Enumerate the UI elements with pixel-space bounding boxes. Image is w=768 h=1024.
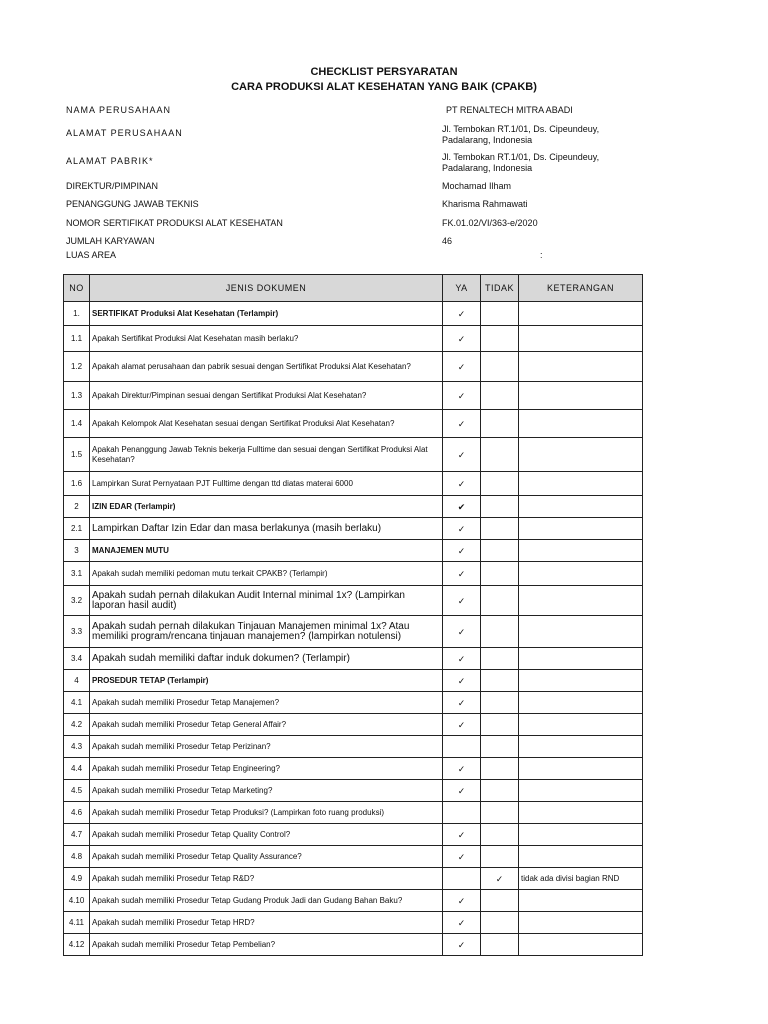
row-tidak-check <box>481 616 519 648</box>
row-tidak-check <box>481 824 519 846</box>
row-tidak-check <box>481 758 519 780</box>
row-number: 4.4 <box>64 758 90 780</box>
row-tidak-check <box>481 648 519 670</box>
row-ya-check: ✓ <box>443 824 481 846</box>
table-row <box>64 846 643 868</box>
row-document: Apakah sudah memiliki Prosedur Tetap R&D? <box>90 868 443 890</box>
row-keterangan <box>519 616 643 648</box>
row-document: Apakah sudah memiliki Prosedur Tetap Engineering? <box>90 758 443 780</box>
row-ya-check: ✓ <box>443 780 481 802</box>
row-tidak-check <box>481 518 519 540</box>
row-keterangan <box>519 912 643 934</box>
table-row <box>64 410 643 438</box>
row-ya-check: ✓ <box>443 472 481 496</box>
table-row <box>64 670 643 692</box>
row-ya-check: ✓ <box>443 934 481 956</box>
row-tidak-check: ✓ <box>481 868 519 890</box>
company-address-label: ALAMAT PERUSAHAAN <box>66 128 183 138</box>
row-tidak-check <box>481 714 519 736</box>
row-tidak-check <box>481 736 519 758</box>
row-keterangan <box>519 382 643 410</box>
table-row <box>64 648 643 670</box>
row-number: 4.11 <box>64 912 90 934</box>
row-document: Apakah Direktur/Pimpinan sesuai dengan Sertifikat Produksi Alat Kesehatan? <box>90 382 443 410</box>
area-label: LUAS AREA <box>66 250 117 260</box>
row-document: SERTIFIKAT Produksi Alat Kesehatan (Terlampir) <box>90 302 443 326</box>
factory-address-value: Jl. Tembokan RT.1/01, Ds. Cipeundeuy, Padalarang, Indonesia <box>442 152 600 173</box>
row-keterangan <box>519 496 643 518</box>
row-number: 3.4 <box>64 648 90 670</box>
certificate-number-label: NOMOR SERTIFIKAT PRODUKSI ALAT KESEHATAN <box>66 218 283 228</box>
company-address-value: Jl. Tembokan RT.1/01, Ds. Cipeundeuy, Padalarang, Indonesia <box>442 124 600 145</box>
row-document: Apakah sudah memiliki Prosedur Tetap Marketing? <box>90 780 443 802</box>
row-keterangan <box>519 692 643 714</box>
table-row <box>64 824 643 846</box>
row-keterangan <box>519 410 643 438</box>
table-row <box>64 692 643 714</box>
header-document: JENIS DOKUMEN <box>90 275 443 302</box>
row-tidak-check <box>481 540 519 562</box>
row-number: 1. <box>64 302 90 326</box>
header-tidak: TIDAK <box>481 275 519 302</box>
row-number: 4.12 <box>64 934 90 956</box>
row-number: 2 <box>64 496 90 518</box>
row-ya-check: ✓ <box>443 382 481 410</box>
row-ya-check: ✓ <box>443 670 481 692</box>
row-ya-check: ✓ <box>443 352 481 382</box>
row-tidak-check <box>481 410 519 438</box>
employee-count-value: 46 <box>442 236 453 246</box>
row-document: Apakah sudah pernah dilakukan Audit Internal minimal 1x? (Lampirkan laporan hasil audit) <box>90 586 443 616</box>
row-keterangan <box>519 326 643 352</box>
table-row <box>64 496 643 518</box>
row-tidak-check <box>481 780 519 802</box>
row-document: Apakah Sertifikat Produksi Alat Kesehatan masih berlaku? <box>90 326 443 352</box>
row-number: 1.5 <box>64 438 90 472</box>
row-ya-check: ✓ <box>443 714 481 736</box>
table-row <box>64 890 643 912</box>
technical-person-value: Kharisma Rahmawati <box>442 199 528 209</box>
factory-address-label: ALAMAT PABRIK* <box>66 156 154 166</box>
row-document: Apakah Penanggung Jawab Teknis bekerja Fulltime dan sesuai dengan Sertifikat Produksi Alat Kesehatan? <box>90 438 443 472</box>
header-keterangan: KETERANGAN <box>519 275 643 302</box>
row-document: Apakah sudah memiliki pedoman mutu terkait CPAKB? (Terlampir) <box>90 562 443 586</box>
row-keterangan <box>519 802 643 824</box>
row-tidak-check <box>481 912 519 934</box>
row-keterangan <box>519 586 643 616</box>
row-tidak-check <box>481 382 519 410</box>
row-number: 4.2 <box>64 714 90 736</box>
row-ya-check: ✓ <box>443 890 481 912</box>
table-row <box>64 472 643 496</box>
row-document: Apakah sudah memiliki Prosedur Tetap HRD? <box>90 912 443 934</box>
director-value: Mochamad Ilham <box>442 181 512 191</box>
table-row <box>64 352 643 382</box>
row-ya-check: ✓ <box>443 912 481 934</box>
row-document: Apakah sudah memiliki Prosedur Tetap Quality Control? <box>90 824 443 846</box>
row-tidak-check <box>481 846 519 868</box>
row-ya-check: ✓ <box>443 586 481 616</box>
row-document: Apakah sudah memiliki Prosedur Tetap Quality Assurance? <box>90 846 443 868</box>
table-row <box>64 934 643 956</box>
header-no: NO <box>64 275 90 302</box>
row-ya-check: ✔ <box>443 496 481 518</box>
row-tidak-check <box>481 586 519 616</box>
row-tidak-check <box>481 438 519 472</box>
row-number: 4.1 <box>64 692 90 714</box>
checklist-table <box>63 274 643 956</box>
row-number: 1.6 <box>64 472 90 496</box>
row-tidak-check <box>481 934 519 956</box>
row-ya-check: ✓ <box>443 648 481 670</box>
row-keterangan <box>519 890 643 912</box>
row-ya-check <box>443 802 481 824</box>
row-ya-check: ✓ <box>443 302 481 326</box>
row-number: 3 <box>64 540 90 562</box>
row-tidak-check <box>481 670 519 692</box>
row-number: 1.4 <box>64 410 90 438</box>
table-row <box>64 562 643 586</box>
row-tidak-check <box>481 802 519 824</box>
row-keterangan <box>519 472 643 496</box>
table-row <box>64 438 643 472</box>
director-label: DIREKTUR/PIMPINAN <box>66 181 159 191</box>
row-number: 4.7 <box>64 824 90 846</box>
row-ya-check: ✓ <box>443 562 481 586</box>
row-ya-check: ✓ <box>443 438 481 472</box>
row-keterangan <box>519 758 643 780</box>
table-row <box>64 868 643 890</box>
company-name-value: PT RENALTECH MITRA ABADI <box>446 105 573 115</box>
row-ya-check: ✓ <box>443 692 481 714</box>
certificate-number-value: FK.01.02/VI/363-e/2020 <box>442 218 538 228</box>
table-row <box>64 586 643 616</box>
row-ya-check <box>443 736 481 758</box>
row-tidak-check <box>481 472 519 496</box>
row-number: 3.3 <box>64 616 90 648</box>
row-keterangan: tidak ada divisi bagian RND <box>519 868 643 890</box>
row-number: 3.1 <box>64 562 90 586</box>
row-document: Apakah Kelompok Alat Kesehatan sesuai dengan Sertifikat Produksi Alat Kesehatan? <box>90 410 443 438</box>
row-document: Apakah sudah memiliki Prosedur Tetap General Affair? <box>90 714 443 736</box>
table-row <box>64 912 643 934</box>
row-keterangan <box>519 736 643 758</box>
row-number: 3.2 <box>64 586 90 616</box>
employee-count-label: JUMLAH KARYAWAN <box>66 236 155 246</box>
row-tidak-check <box>481 890 519 912</box>
row-ya-check: ✓ <box>443 540 481 562</box>
row-document: Apakah sudah memiliki Prosedur Tetap Gudang Produk Jadi dan Gudang Bahan Baku? <box>90 890 443 912</box>
row-number: 2.1 <box>64 518 90 540</box>
row-tidak-check <box>481 562 519 586</box>
row-number: 4 <box>64 670 90 692</box>
row-document: Apakah sudah memiliki Prosedur Tetap Produksi? (Lampirkan foto ruang produksi) <box>90 802 443 824</box>
table-row <box>64 326 643 352</box>
row-keterangan <box>519 714 643 736</box>
row-document: IZIN EDAR (Terlampir) <box>90 496 443 518</box>
row-keterangan <box>519 562 643 586</box>
row-tidak-check <box>481 496 519 518</box>
row-ya-check: ✓ <box>443 616 481 648</box>
row-tidak-check <box>481 352 519 382</box>
row-ya-check: ✓ <box>443 758 481 780</box>
table-row <box>64 714 643 736</box>
table-row <box>64 758 643 780</box>
row-ya-check: ✓ <box>443 518 481 540</box>
row-document: MANAJEMEN MUTU <box>90 540 443 562</box>
row-number: 4.8 <box>64 846 90 868</box>
document-title: CHECKLIST PERSYARATAN <box>310 66 458 78</box>
row-document: Apakah sudah pernah dilakukan Tinjauan Manajemen minimal 1x? Atau memiliki program/rencana tinjauan manajemen? (lampirkan notulensi) <box>90 616 443 648</box>
row-keterangan <box>519 780 643 802</box>
row-keterangan <box>519 352 643 382</box>
header-ya: YA <box>443 275 481 302</box>
company-name-label: NAMA PERUSAHAAN <box>66 105 172 115</box>
row-keterangan <box>519 824 643 846</box>
row-document: PROSEDUR TETAP (Terlampir) <box>90 670 443 692</box>
row-tidak-check <box>481 302 519 326</box>
row-keterangan <box>519 438 643 472</box>
row-ya-check: ✓ <box>443 326 481 352</box>
row-number: 1.2 <box>64 352 90 382</box>
row-ya-check: ✓ <box>443 846 481 868</box>
row-document: Lampirkan Surat Pernyataan PJT Fulltime dengan ttd diatas materai 6000 <box>90 472 443 496</box>
table-row <box>64 736 643 758</box>
row-document: Lampirkan Daftar Izin Edar dan masa berlakunya (masih berlaku) <box>90 518 443 540</box>
row-keterangan <box>519 846 643 868</box>
row-number: 4.3 <box>64 736 90 758</box>
row-keterangan <box>519 934 643 956</box>
row-number: 1.1 <box>64 326 90 352</box>
table-header-row <box>64 275 643 302</box>
table-row <box>64 302 643 326</box>
row-keterangan <box>519 540 643 562</box>
row-keterangan <box>519 302 643 326</box>
table-row <box>64 518 643 540</box>
row-document: Apakah sudah memiliki daftar induk dokumen? (Terlampir) <box>90 648 443 670</box>
row-number: 4.6 <box>64 802 90 824</box>
technical-person-label: PENANGGUNG JAWAB TEKNIS <box>66 199 199 209</box>
row-ya-check: ✓ <box>443 410 481 438</box>
row-number: 1.3 <box>64 382 90 410</box>
table-row <box>64 540 643 562</box>
row-document: Apakah sudah memiliki Prosedur Tetap Pembelian? <box>90 934 443 956</box>
row-document: Apakah sudah memiliki Prosedur Tetap Manajemen? <box>90 692 443 714</box>
row-tidak-check <box>481 692 519 714</box>
area-value: : <box>540 250 543 260</box>
table-row <box>64 802 643 824</box>
table-row <box>64 616 643 648</box>
table-row <box>64 382 643 410</box>
row-document: Apakah alamat perusahaan dan pabrik sesuai dengan Sertifikat Produksi Alat Kesehatan? <box>90 352 443 382</box>
row-keterangan <box>519 518 643 540</box>
row-number: 4.5 <box>64 780 90 802</box>
row-tidak-check <box>481 326 519 352</box>
row-ya-check <box>443 868 481 890</box>
table-row <box>64 780 643 802</box>
row-document: Apakah sudah memiliki Prosedur Tetap Perizinan? <box>90 736 443 758</box>
row-number: 4.9 <box>64 868 90 890</box>
row-number: 4.10 <box>64 890 90 912</box>
row-keterangan <box>519 648 643 670</box>
row-keterangan <box>519 670 643 692</box>
document-subtitle: CARA PRODUKSI ALAT KESEHATAN YANG BAIK (CPAKB) <box>231 81 537 93</box>
